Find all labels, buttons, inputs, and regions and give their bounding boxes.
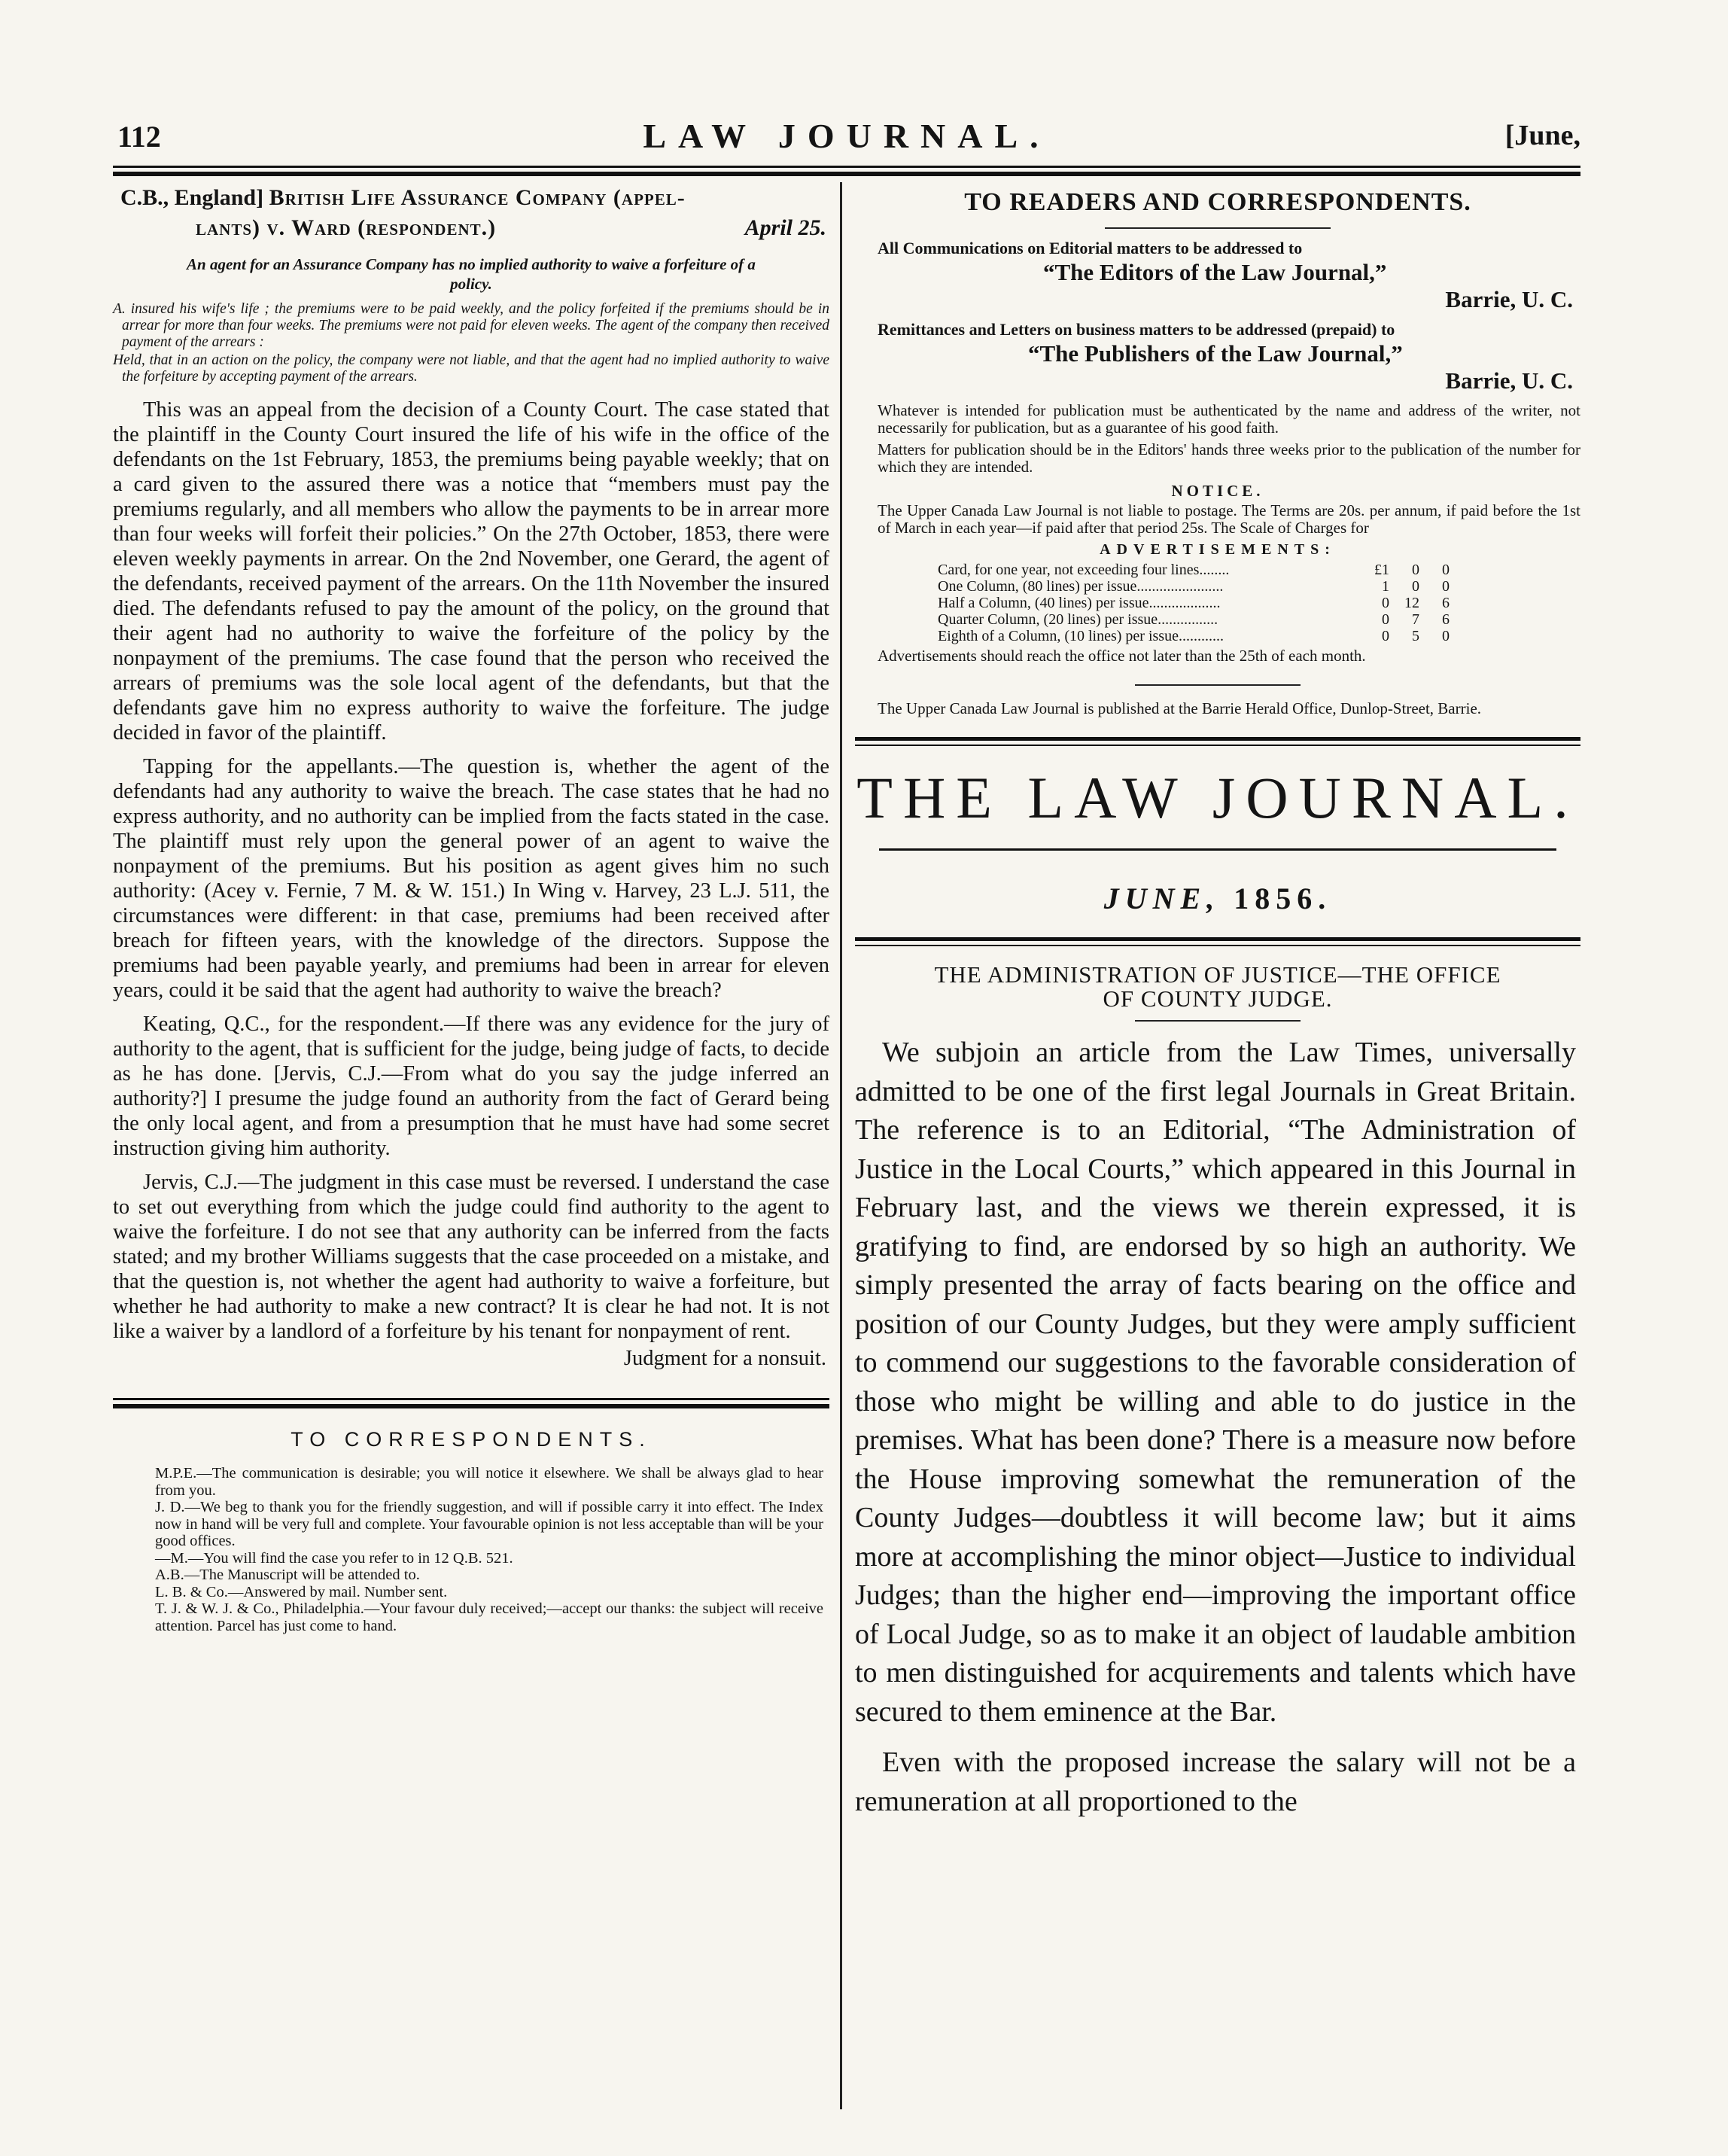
case-date: April 25. (744, 215, 826, 240)
rate-row (938, 611, 1450, 628)
editorial-note: All Communications on Editorial matters to be addressed to (878, 239, 1303, 257)
rate-pence: 0 (1442, 628, 1450, 644)
rate-pence: 0 (1442, 578, 1450, 595)
article-title-line2: OF COUNTY JUDGE. (1103, 985, 1333, 1012)
case-parties-2: lants) v. Ward (respondent.) (196, 215, 497, 240)
publishers-address-line1: “The Publishers of the Law Journal,” (1028, 340, 1403, 367)
rate-shillings: 12 (1404, 595, 1419, 611)
journal-page (113, 113, 1580, 2108)
rate-label: Half a Column, (40 lines) per issue................... (938, 595, 1221, 611)
rate-shillings: 5 (1412, 628, 1419, 644)
correspondent-note: J. D.—We beg to thank you for the friendly suggestion, and will if possible carry it into effect. The Index now in hand will be very full and complete. Your favourable opinion is not less acceptable than will be your good offices. (155, 1499, 823, 1549)
case-facts (113, 300, 829, 388)
correspondent-note: —M.—You will find the case you refer to in 12 Q.B. 521. (155, 1549, 513, 1567)
editors-address (855, 259, 1580, 313)
notice-heading: NOTICE. (1171, 482, 1264, 500)
masthead-title: THE LAW JOURNAL. (856, 765, 1579, 830)
publication-office-note: The Upper Canada Law Journal is published at the Barrie Herald Office, Dunlop-Street, Barrie. (878, 699, 1482, 717)
rate-row (938, 562, 1450, 578)
correspondent-note: A.B.—The Manuscript will be attended to. (155, 1567, 420, 1583)
rate-label: Eighth of a Column, (10 lines) per issue............ (938, 628, 1224, 644)
case-paragraph: Tapping for the appellants.—The question is, whether the agent of the defendants had any authority to waive the breach. The case states that he had no express authority, and no authority can be implied from the facts stated in the case. The plaintiff must rely upon the general power of an agent to waive the nonpayment of the premiums. But his position as agent gives him no such authority: (Acey v. Fernie, 7 M. & W. 151.) In Wing v. Harvey, 23 L.J. 511, the circumstances were different: in that case, premiums had been received after breach for fifteen years, with the knowledge of the directors. Suppose the premiums had been payable yearly, and premiums had been in arrear for eleven years, could it be said that the agent had authority to waive the breach? (113, 755, 829, 1002)
page-number: 112 (117, 120, 161, 154)
deadline-note: Matters for publication should be in the Editors' hands three weeks prior to the publication of the number for which they are intended. (878, 440, 1580, 476)
article-paragraph: Even with the proposed increase the salary will not be a remuneration at all proportioned to the (855, 1746, 1576, 1817)
readers-title: TO READERS AND CORRESPONDENTS. (964, 188, 1471, 216)
case-paragraph: This was an appeal from the decision of a County Court. The case stated that the plaintiff in the County Court insured the life of his wife in the office of the defendants on the 1st February, 1853, the premiums being payable weekly; that on a card given to the assured there was a notice that “members must pay the premiums regularly, and all members who allow the payments to be in arrear more than four weeks will forfeit their policies.” On the 27th October, 1853, there were eleven weekly payments in arrear. On the 2nd November, one Gerard, the agent of the defendants, received payment of the arrears. On the 11th November the insured died. The defendants refused to pay the amount of the policy, on the ground that their agent had no authority to waive the forfeiture of the policy by the nonpayment of the premiums. The case found that the person who received the arrears of premiums was the sole local agent of the defendants, but that the defendants gave him no express authority to waive the forfeiture. The judge decided in favor of the plaintiff. (113, 398, 829, 745)
masthead-rule (879, 848, 1556, 851)
rate-row (938, 628, 1450, 644)
short-rule (1135, 1020, 1301, 1022)
left-column (113, 185, 829, 1634)
rate-row (938, 578, 1450, 595)
month-label: [June, (1504, 120, 1580, 151)
column-divider (840, 182, 842, 2109)
article-title-line1: THE ADMINISTRATION OF JUSTICE—THE OFFICE (934, 961, 1501, 988)
notice-text: The Upper Canada Law Journal is not liable to postage. The Terms are 20s. per annum, if paid before the 1st of March in each year—if paid after that period 25s. The Scale of Charges for (878, 501, 1580, 537)
article-paragraph: We subjoin an article from the Law Times, universally admitted to be one of the first legal Journals in Great Britain. The reference is to an Editorial, “The Administration of Justice in the Local Courts,” which appeared in this Journal in February last, and the views we therein expressed, it is gratifying to find, are endorsed by so high an authority. We simply presented the array of facts bearing on the office and position of our County Judges, but they were amply sufficient to commend our suggestions to the favorable consideration of those who might be willing and able to do justice in the premises. What has been done? There is a measure now before the House improving somewhat the remuneration of the County Judges—doubtless it will become law; but it aims more at accomplishing the minor object—Justice to individual Judges; than the higher end—improving the important office of Local Judge, so as to make it an object of laudable ambition to men distinguished for acquirements and talents which have secured to them eminence at the Bar. (855, 1037, 1576, 1728)
rate-shillings: 7 (1412, 611, 1419, 628)
rate-label: Quarter Column, (20 lines) per issue................ (938, 611, 1218, 628)
case-paragraph: Jervis, C.J.—The judgment in this case must be reversed. I understand the case to set out everything from which the judge could find authority to the agent to waive the forfeiture. I do not see that any authority can be inferred from the facts stated; and my brother Williams suggests that the case proceeded on a mistake, and that the question is, not whether the agent had authority to waive a forfeiture, but whether he had authority to make a new contract? It is clear he had not. It is not like a waiver by a landlord of a forfeiture by his tenant for nonpayment of rent. (113, 1171, 829, 1343)
case-headnote: An agent for an Assurance Company has no implied authority to waive a forfeiture of a policy. (187, 255, 756, 293)
header-rule (113, 166, 1580, 168)
rate-pence: 6 (1442, 595, 1450, 611)
header-rule-thick (113, 172, 1580, 176)
short-rule (1105, 227, 1331, 229)
issue-month: JUNE, (1103, 882, 1221, 915)
right-column (855, 185, 1580, 1821)
rate-pounds: 0 (1382, 611, 1389, 628)
case-parties-1: British Life Assurance Company (appel- (269, 185, 686, 210)
advertising-deadline: Advertisements should reach the office not later than the 25th of each month. (878, 647, 1366, 665)
rate-pounds: 0 (1382, 628, 1389, 644)
correspondents-title: TO CORRESPONDENTS. (291, 1428, 652, 1451)
section-divider (855, 737, 1580, 746)
authentication-note: Whatever is intended for publication must be authenticated by the name and address of the writer, not necessarily for publication, but as a guarantee of his good faith. (878, 401, 1580, 437)
editors-address-line1: “The Editors of the Law Journal,” (1043, 259, 1387, 285)
article-title (855, 963, 1580, 1011)
issue-year: 1856. (1234, 882, 1332, 915)
editors-address-line2: Barrie, U. C. (1445, 286, 1573, 312)
case-paragraph: Keating, Q.C., for the respondent.—If there was any evidence for the jury of authority to the agent, that is sufficient for the judge, being judge of facts, to decide as he has done. [Jervis, C.J.—From what do you say the judge inferred an authority?] I presume the judge found an authority from the fact of Gerard being the only local agent, and from a presumption that he must have had some secret instruction giving him authority. (113, 1013, 829, 1160)
business-note: Remittances and Letters on business matters to be addressed (prepaid) to (878, 320, 1395, 339)
rate-shillings: 0 (1412, 578, 1419, 595)
rate-pounds: 0 (1382, 595, 1389, 611)
rate-label: Card, for one year, not exceeding four lines........ (938, 562, 1230, 578)
rate-pounds: 1 (1382, 578, 1389, 595)
case-court: C.B., England] (120, 185, 264, 210)
rate-pence: 6 (1442, 611, 1450, 628)
advertising-rates-table (938, 562, 1450, 644)
correspondents-list (113, 1465, 829, 1634)
case-held-text: Held, that in an action on the policy, the company were not liable, and that the agent had no implied authority to waive the forfeiture by accepting payment of the arrears. (113, 352, 829, 385)
rate-pounds: £1 (1374, 562, 1389, 578)
case-verdict: Judgment for a nonsuit. (623, 1347, 826, 1370)
advertisements-heading: ADVERTISEMENTS: (1100, 541, 1336, 558)
case-heading (113, 185, 829, 250)
issue-date (855, 881, 1580, 916)
correspondent-note: L. B. & Co.—Answered by mail. Number sent. (155, 1583, 448, 1600)
rate-row (938, 595, 1450, 611)
rate-label: One Column, (80 lines) per issue....................... (938, 578, 1224, 595)
publishers-address-line2: Barrie, U. C. (1445, 367, 1573, 394)
publishers-address (855, 340, 1580, 394)
correspondent-note: T. J. & W. J. & Co., Philadelphia.—Your favour duly received;—accept our thanks: the subject will receive attention. Parcel has just come to hand. (155, 1600, 823, 1634)
correspondent-note: M.P.E.—The communication is desirable; you will notice it elsewhere. We shall be always glad to hear from you. (155, 1465, 823, 1499)
rate-pence: 0 (1442, 562, 1450, 578)
case-facts-text: A. insured his wife's life ; the premiums were to be paid weekly, and the policy forfeited if the premiums should be in arrear for more than four weeks. The premiums were not paid for eleven weeks. The agent of the company then received payment of the arrears : (113, 301, 829, 350)
journal-title: LAW JOURNAL. (643, 117, 1051, 155)
rate-shillings: 0 (1412, 562, 1419, 578)
section-divider (113, 1398, 829, 1408)
running-header (113, 113, 1580, 166)
section-divider (855, 937, 1580, 946)
short-rule (1135, 684, 1301, 686)
